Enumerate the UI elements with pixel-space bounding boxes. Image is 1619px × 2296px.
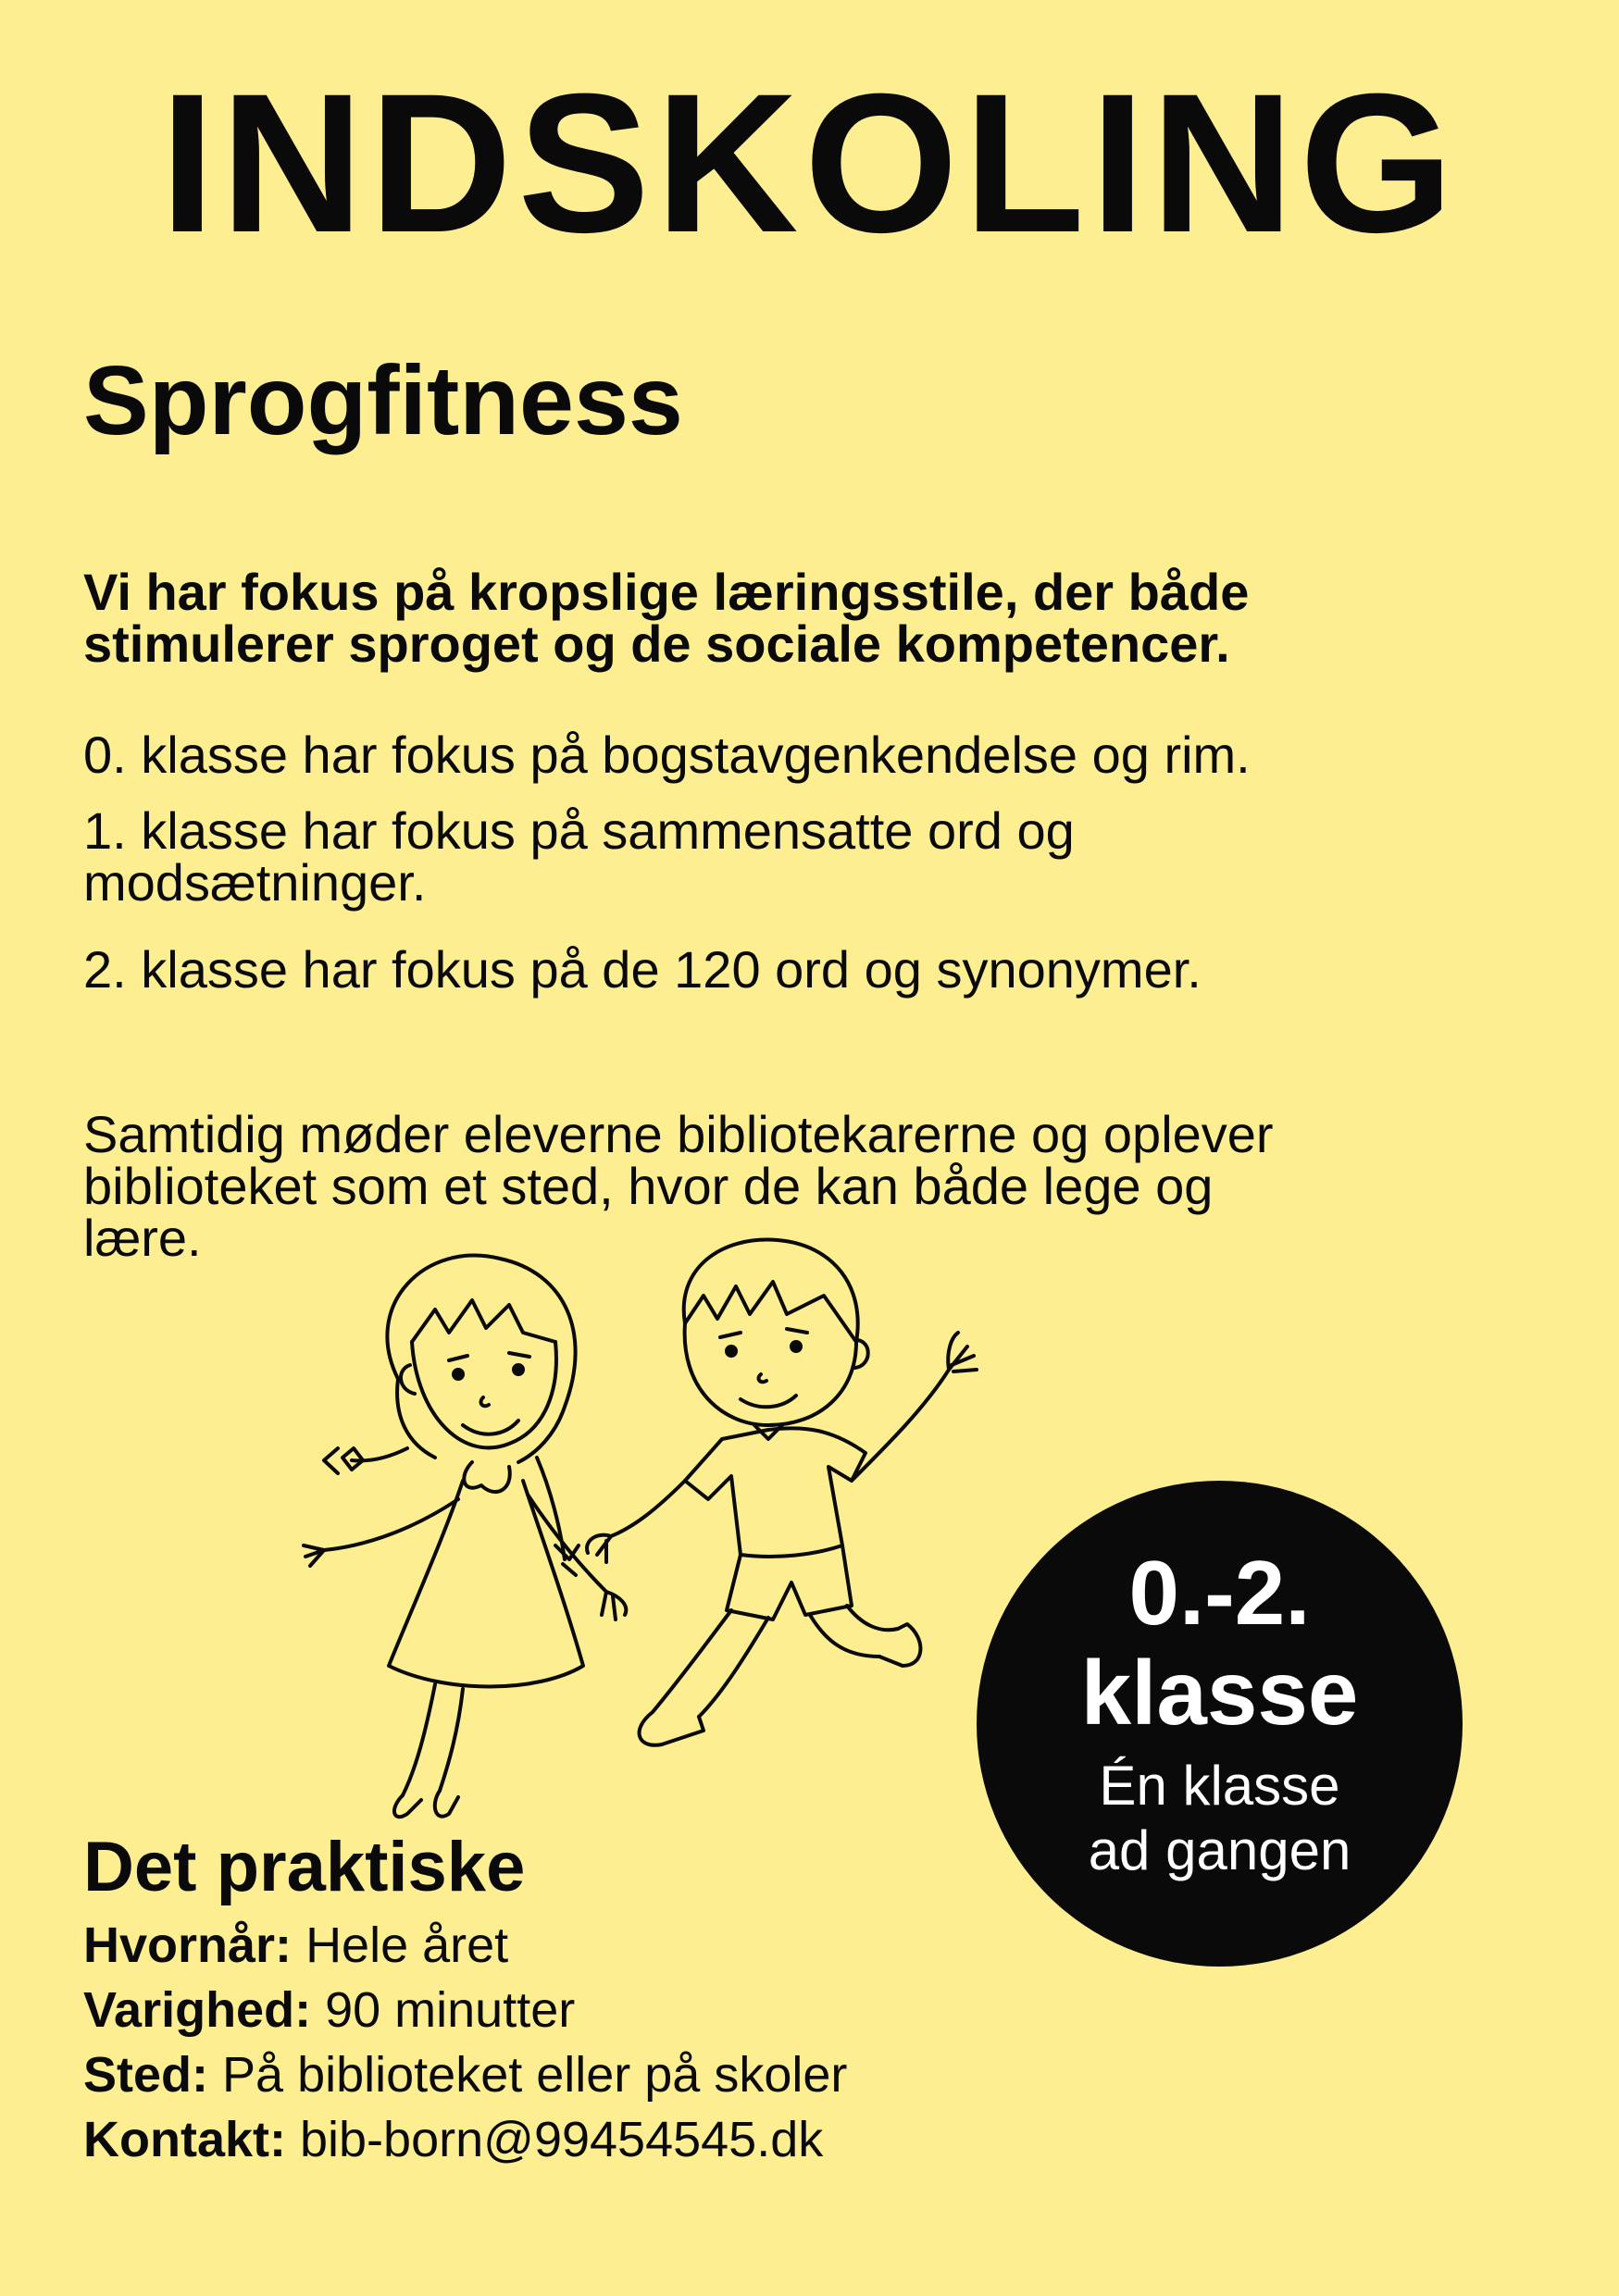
lead-line: Vi har fokus på kropslige læringsstile, der både <box>83 563 1250 621</box>
badge-note-line: ad gangen <box>1088 1819 1351 1881</box>
class-0-description <box>83 726 1546 784</box>
badge-grade-range: 0.-2. <box>1128 1542 1311 1644</box>
info-value: På biblioteket eller på skoler <box>222 2047 848 2103</box>
class-0-text: 0. klasse har fokus på bogstavgenkendelse og rim. <box>83 726 1251 784</box>
info-row-when <box>83 1917 509 1973</box>
class-1-text-line: 1. klasse har fokus på sammensatte ord og <box>83 801 1075 860</box>
info-label: Sted: <box>83 2047 208 2103</box>
info-label: Varighed: <box>83 1982 312 2038</box>
page-subtitle: Sprogfitness <box>83 346 683 455</box>
class-1-description <box>83 801 1546 912</box>
practical-heading: Det praktiske <box>83 1828 526 1906</box>
boy-figure <box>587 1240 977 1745</box>
girl-figure <box>304 1256 626 1818</box>
class-2-description <box>83 940 1546 999</box>
two-children-jumping-illustration <box>287 1231 990 1823</box>
closing-line: Samtidig møder eleverne bibliotekarerne og oplever <box>83 1105 1274 1163</box>
info-row-place <box>83 2047 848 2103</box>
info-label: Kontakt: <box>83 2112 286 2167</box>
contact-email[interactable]: bib-born@99454545.dk <box>300 2112 824 2167</box>
info-row-duration <box>83 1982 576 2038</box>
lead-line: stimulerer sproget og de sociale kompetencer. <box>83 614 1230 673</box>
badge-note-line: Én klasse <box>1099 1755 1340 1817</box>
info-value: Hele året <box>305 1917 509 1973</box>
lead-paragraph <box>83 563 1546 673</box>
page-title: INDSKOLING <box>159 53 1460 274</box>
info-value: 90 minutter <box>325 1982 576 2038</box>
class-1-text-line: modsætninger. <box>83 853 427 912</box>
info-row-contact <box>83 2112 824 2167</box>
badge-grade-word: klasse <box>1080 1642 1359 1744</box>
class-2-text: 2. klasse har fokus på de 120 ord og synonymer. <box>83 940 1202 999</box>
info-label: Hvornår: <box>83 1917 293 1973</box>
grade-badge <box>977 1481 1463 1967</box>
closing-line: biblioteket som et sted, hvor de kan både lege og <box>83 1157 1214 1215</box>
closing-line: lære. <box>83 1209 202 1267</box>
